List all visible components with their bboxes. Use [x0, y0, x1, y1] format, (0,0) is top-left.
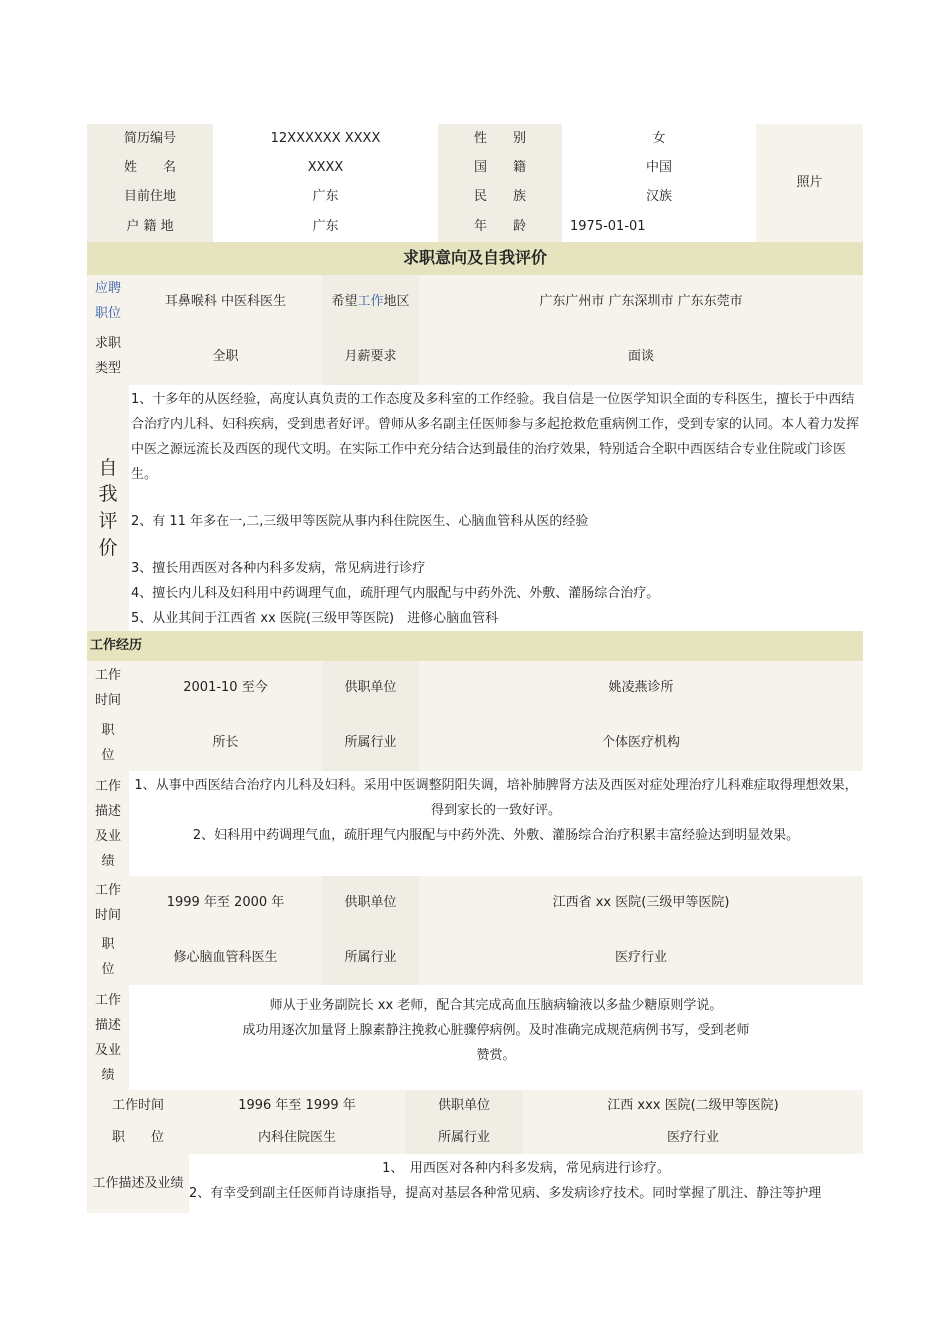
- self-eval-item: 2、有 11 年多在一,二,三级甲等医院从事内科住院医生、心脑血管科从医的经验: [131, 514, 589, 529]
- job2-desc-label-line-3: 及业: [94, 1042, 121, 1058]
- job2-unit-value: 江西省 xx 医院(三级甲等医院): [419, 876, 863, 931]
- job1-desc-item: 2、妇科用中药调理气血，疏肝理气内服配与中药外洗、外敷、灌肠综合治疗积累丰富经验达到明显效果。: [192, 828, 800, 843]
- area-label-post: 地区: [383, 293, 410, 309]
- job1-time-label-line-1: 工作: [94, 667, 121, 683]
- work-table-3: [87, 1090, 863, 1213]
- basic-info-table: [87, 124, 863, 242]
- job2-position-label-line-2: 位: [101, 962, 115, 977]
- ethnicity-value: 汉族: [562, 183, 756, 212]
- job2-position-label-line-1: 职: [101, 937, 115, 953]
- self-eval-char-3: 评: [98, 510, 118, 532]
- job2-desc-item: 师从于业务副院长 xx 老师，配合其完成高血压脑病输液以多盐少糖原则学说。: [269, 998, 723, 1013]
- residence-label: 目前住地: [87, 183, 213, 212]
- job1-desc-label-line-2: 描述: [94, 803, 121, 819]
- job3-position-label: 职 位: [87, 1123, 189, 1154]
- age-label: 年 龄: [438, 212, 562, 242]
- self-eval-char-1: 自: [98, 456, 118, 479]
- job1-desc-label-line-4: 绩: [101, 853, 115, 869]
- name-label: 姓 名: [87, 154, 213, 183]
- resume-document: [87, 124, 863, 1213]
- job3-unit-value: 江西 xxx 医院(二级甲等医院): [523, 1090, 863, 1123]
- job1-desc-label: [87, 771, 129, 876]
- job1-position-label: [87, 716, 129, 771]
- photo-placeholder: 照片: [756, 124, 863, 242]
- resume-no-label: 简历编号: [87, 124, 213, 154]
- area-label: [322, 275, 419, 329]
- job1-time-label-line-2: 时间: [94, 692, 121, 708]
- gender-value: 女: [562, 124, 756, 154]
- job-type-label-line-2: 类型: [94, 361, 121, 376]
- job1-time-value: 2001-10 至今: [129, 661, 322, 716]
- job-type-value: 全职: [129, 329, 322, 385]
- hukou-value: 广东: [213, 212, 438, 242]
- job2-time-label-line-1: 工作: [94, 882, 121, 898]
- work-section-title: 工作经历: [87, 631, 863, 661]
- job3-desc-content: [189, 1154, 863, 1213]
- self-eval-content: [129, 385, 863, 631]
- job3-desc-item: 2、有幸受到副主任医师肖诗康指导，提高对基层各种常见病、多发病诊疗技术。同时掌握了肌注、静注等护理: [189, 1186, 822, 1201]
- job3-time-label: 工作时间: [87, 1090, 189, 1123]
- nationality-value: 中国: [562, 154, 756, 183]
- hukou-label: 户 籍 地: [87, 212, 213, 242]
- self-eval-item: 5、从业其间于江西省 xx 医院(三级甲等医院) 进修心脑血管科: [131, 611, 499, 626]
- job2-desc-content: [129, 985, 863, 1090]
- name-value: XXXX: [213, 154, 438, 183]
- ethnicity-label: 民 族: [438, 183, 562, 212]
- job2-desc-item: 赞赏。: [476, 1048, 516, 1063]
- job-type-label: [87, 329, 129, 385]
- area-value: 广东广州市 广东深圳市 广东东莞市: [419, 275, 863, 329]
- job2-unit-label: 供职单位: [322, 876, 419, 931]
- job3-position-value: 内科住院医生: [189, 1123, 405, 1154]
- self-eval-item: 4、擅长内儿科及妇科用中药调理气血，疏肝理气内服配与中药外洗、外敷、灌肠综合治疗。: [131, 586, 660, 601]
- job2-desc-label-line-1: 工作: [94, 992, 121, 1008]
- job2-industry-label: 所属行业: [322, 931, 419, 985]
- job1-time-label: [87, 661, 129, 716]
- job3-desc-item: 1、 用西医对各种内科多发病，常见病进行诊疗。: [382, 1161, 670, 1176]
- job-type-label-line-1: 求职: [94, 336, 121, 352]
- resume-no-value: 12XXXXXX XXXX: [213, 124, 438, 154]
- intent-table: [87, 242, 863, 631]
- job2-time-label: [87, 876, 129, 931]
- job2-desc-item: 成功用逐次加量肾上腺素静注挽救心脏骤停病例。及时准确完成规范病例书写，受到老师: [242, 1023, 750, 1038]
- salary-label: 月薪要求: [322, 329, 419, 385]
- nationality-label: 国 籍: [438, 154, 562, 183]
- job1-desc-item: 1、从事中西医结合治疗内儿科及妇科。采用中医调整阴阳失调，培补肺脾肾方法及西医对症处理治疗儿科难症取得理想效果，得到家长的一致好评。: [134, 778, 858, 818]
- position-label: [87, 275, 129, 329]
- residence-value: 广东: [213, 183, 438, 212]
- job3-industry-label: 所属行业: [405, 1123, 523, 1154]
- work-table: [87, 631, 863, 1090]
- job3-desc-label: 工作描述及业绩: [87, 1154, 189, 1213]
- intent-section-title: 求职意向及自我评价: [87, 242, 863, 275]
- self-eval-char-4: 价: [98, 536, 118, 559]
- age-value: 1975-01-01: [562, 212, 756, 242]
- job1-position-label-line-1: 职: [101, 722, 115, 738]
- job1-industry-value: 个体医疗机构: [419, 716, 863, 771]
- job1-desc-label-line-3: 及业: [94, 828, 121, 844]
- job2-desc-label: [87, 985, 129, 1090]
- area-label-mid: 工作: [357, 293, 384, 309]
- self-eval-char-2: 我: [98, 483, 118, 506]
- job2-time-value: 1999 年至 2000 年: [129, 876, 322, 931]
- job2-position-label: [87, 931, 129, 985]
- job2-desc-label-line-4: 绩: [101, 1067, 115, 1083]
- job1-unit-value: 姚凌燕诊所: [419, 661, 863, 716]
- job1-position-label-line-2: 位: [101, 747, 115, 763]
- area-label-pre: 希望: [331, 293, 358, 309]
- job3-unit-label: 供职单位: [405, 1090, 523, 1123]
- job1-position-value: 所长: [129, 716, 322, 771]
- job1-desc-content: [129, 771, 863, 876]
- salary-value: 面谈: [419, 329, 863, 385]
- job3-industry-value: 医疗行业: [523, 1123, 863, 1154]
- job1-industry-label: 所属行业: [322, 716, 419, 771]
- gender-label: 性 别: [438, 124, 562, 154]
- position-label-line-2: 职位: [94, 306, 121, 321]
- position-value: 耳鼻喉科 中医科医生: [129, 275, 322, 329]
- self-eval-item: 3、擅长用西医对各种内科多发病，常见病进行诊疗: [131, 561, 426, 576]
- job2-desc-label-line-2: 描述: [94, 1017, 121, 1033]
- job2-industry-value: 医疗行业: [419, 931, 863, 985]
- self-eval-item: 1、十多年的从医经验，高度认真负责的工作态度及多科室的工作经验。我自信是一位医学知识全面的专科医生，擅长于中西结合治疗内儿科、妇科疾病，受到患者好评。曾师从多名副主任医师参与多起抢救危重病例工作，受到专家的认同。本人着力发挥中医之源远流长及西医的现代文明。在实际工作中充分结合达到最佳的治疗效果，特别适合全职中西医结合专业住院或门诊医生。: [131, 392, 860, 482]
- position-label-line-1: 应聘: [94, 281, 121, 297]
- job1-unit-label: 供职单位: [322, 661, 419, 716]
- job2-position-value: 修心脑血管科医生: [129, 931, 322, 985]
- self-eval-label: [87, 385, 129, 631]
- job3-time-value: 1996 年至 1999 年: [189, 1090, 405, 1123]
- job1-desc-label-line-1: 工作: [94, 778, 121, 794]
- job2-time-label-line-2: 时间: [94, 907, 121, 923]
